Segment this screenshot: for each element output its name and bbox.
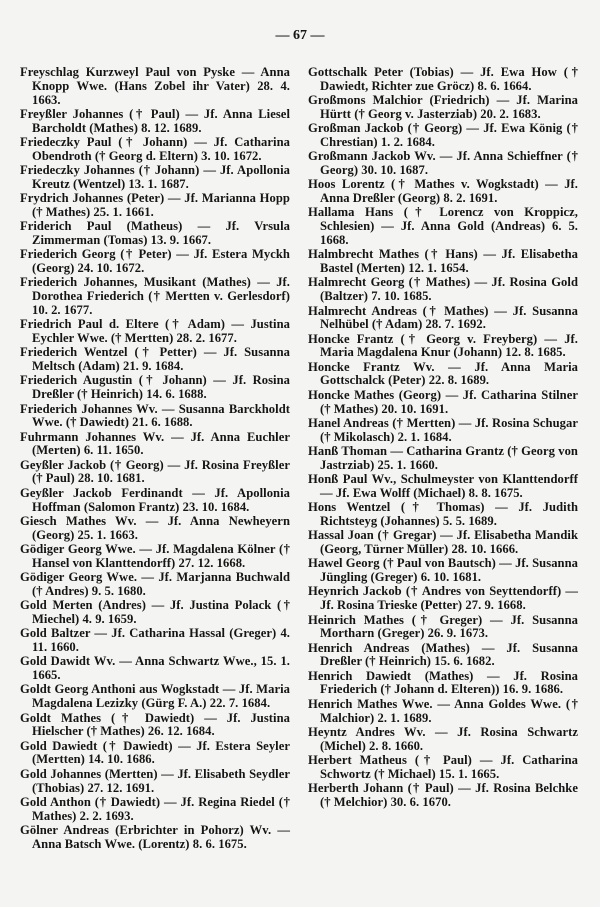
register-entry: Gold Anthon († Dawiedt) — Jf. Regina Riedel († Mathes) 2. 2. 1693. [20,794,290,823]
register-entry: Gold Baltzer — Jf. Catharina Hassal (Greger) 4. 11. 1660. [20,626,290,655]
register-entry: Heynrich Jackob († Andres von Seyttendorff) — Jf. Rosina Trieske (Petter) 27. 9. 1668. [308,584,578,613]
register-entry: Halmbrecht Mathes († Hans) — Jf. Elisabetha Bastel (Merten) 12. 1. 1654. [308,247,578,276]
register-entry: Hallama Hans († Lorencz von Kroppicz, Schlesien) — Jf. Anna Gold (Andreas) 6. 5. 1668. [308,205,578,247]
register-entry: Großmons Malchior (Friedrich) — Jf. Marina Hürtt († Georg v. Jasterziab) 20. 2. 1683. [308,93,578,121]
register-entry: Henrich Mathes Wwe. — Anna Goldes Wwe. († Malchior) 2. 1. 1689. [308,696,578,725]
register-entry: Goldt Georg Anthoni aus Wogkstadt — Jf. Maria Magdalena Lezizky (Gürg F. A.) 22. 7. 1684. [20,682,290,711]
register-entry: Friederich Wentzel († Petter) — Jf. Susanna Meltsch (Adam) 21. 9. 1684. [20,345,290,374]
register-entry: Friederich Johannes, Musikant (Mathes) — Jf. Dorothea Friederich († Mertten v. Gerlesdorf) 10. 2. 1677. [20,275,290,317]
register-entry: Gödiger Georg Wwe. — Jf. Marjanna Buchwald († Andres) 9. 5. 1680. [20,570,290,598]
register-entry: Gödiger Georg Wwe. — Jf. Magdalena Kölner († Hansel von Klanttendorff) 27. 12. 1668. [20,542,290,570]
register-entry: Honcke Frantz Wv. — Jf. Anna Maria Gottschalck (Peter) 22. 8. 1689. [308,359,578,388]
register-entry: Herbert Matheus († Paul) — Jf. Catharina Schwortz († Michael) 15. 1. 1665. [308,753,578,781]
register-entry: Gold Dawiedt († Dawiedt) — Jf. Estera Seyler (Mertten) 14. 10. 1686. [20,738,290,767]
register-entry: Giesch Mathes Wv. — Jf. Anna Newheyern (Georg) 25. 1. 1663. [20,513,290,542]
left-column [20,66,290,852]
register-entry: Großmann Jackob Wv. — Jf. Anna Schieffner († Georg) 30. 10. 1687. [308,149,578,178]
register-entry: Geyßler Jackob († Georg) — Jf. Rosina Freyßler († Paul) 28. 10. 1681. [20,457,290,486]
register-entry: Hassal Joan († Gregar) — Jf. Elisabetha Mandik (Georg, Türner Müller) 28. 10. 1666. [308,528,578,556]
register-entry: Hanß Thoman — Catharina Grantz († Georg von Jastrziab) 25. 1. 1660. [308,443,578,472]
register-entry: Gold Johannes (Mertten) — Jf. Elisabeth Seydler (Thobias) 27. 12. 1691. [20,766,290,795]
register-entry: Heinrich Mathes († Greger) — Jf. Susanna Mortharn (Greger) 26. 9. 1673. [308,612,578,641]
register-entry: Honcke Mathes (Georg) — Jf. Catharina Stilner († Mathes) 20. 10. 1691. [308,387,578,416]
register-entry: Hanel Andreas († Mertten) — Jf. Rosina Schugar († Mikolasch) 2. 1. 1684. [308,415,578,444]
register-entry: Friedeczky Paul († Johann) — Jf. Catharina Obendroth († Georg d. Eltern) 3. 10. 1672. [20,134,290,163]
register-entry: Gold Dawidt Wv. — Anna Schwartz Wwe., 15. 1. 1665. [20,654,290,683]
register-entry: Herberth Johann († Paul) — Jf. Rosina Belchke († Melchior) 30. 6. 1670. [308,781,578,809]
register-entry: Goldt Mathes († Dawiedt) — Jf. Justina Hielscher († Mathes) 26. 12. 1684. [20,710,290,739]
register-entry: Hawel Georg († Paul von Bautsch) — Jf. Susanna Jüngling (Greger) 6. 10. 1681. [308,556,578,585]
register-entry: Honß Paul Wv., Schulmeyster von Klanttendorff — Jf. Ewa Wolff (Michael) 8. 8. 1675. [308,472,578,500]
register-entry: Friederich Johannes Wv. — Susanna Barckholdt Wwe. († Dawiedt) 21. 6. 1688. [20,401,290,430]
register-entry: Gottschalk Peter (Tobias) — Jf. Ewa How († Dawiedt, Richter zue Gröcz) 8. 6. 1664. [308,65,578,93]
register-entry: Geyßler Jackob Ferdinandt — Jf. Apollonia Hoffman (Salomon Frantz) 23. 10. 1684. [20,485,290,514]
register-entry: Honcke Frantz († Georg v. Freyberg) — Jf. Maria Magdalena Knur (Johann) 12. 8. 1685. [308,331,578,360]
register-entry: Friedrich Paul d. Eltere († Adam) — Justina Eychler Wwe. († Mertten) 28. 2. 1677. [20,317,290,345]
register-entry: Friedeczky Johannes († Johann) — Jf. Apollonia Kreutz (Wentzel) 13. 1. 1687. [20,163,290,191]
register-entry: Frydrich Johannes (Peter) — Jf. Marianna Hopp († Mathes) 25. 1. 1661. [20,191,290,219]
register-entry: Hoos Lorentz († Mathes v. Wogkstadt) — Jf. Anna Dreßler (Georg) 8. 2. 1691. [308,177,578,206]
register-entry: Friederich Augustin († Johann) — Jf. Rosina Dreßler († Heinrich) 14. 6. 1688. [20,373,290,402]
register-entry: Gold Merten (Andres) — Jf. Justina Polack († Miechel) 4. 9. 1659. [20,598,290,626]
register-entry: Großman Jackob († Georg) — Jf. Ewa König († Chrestian) 1. 2. 1684. [308,121,578,149]
register-entry: Freyschlag Kurzweyl Paul von Pyske — Anna Knopp Wwe. (Hans Zobel ihr Vater) 28. 4. 1663. [20,65,290,107]
register-entry: Friederich Georg († Peter) — Jf. Estera Myckh (Georg) 24. 10. 1672. [20,247,290,276]
register-entry: Hons Wentzel († Thomas) — Jf. Judith Richtsteyg (Johannes) 5. 5. 1689. [308,500,578,528]
register-entry: Heyntz Andres Wv. — Jf. Rosina Schwartz (Michel) 2. 8. 1660. [308,724,578,753]
right-column [308,66,578,810]
page-number: — 67 — [275,28,325,43]
register-entry: Gölner Andreas (Erbrichter in Pohorz) Wv. — Anna Batsch Wwe. (Lorentz) 8. 6. 1675. [20,822,290,851]
register-entry: Freyßler Johannes († Paul) — Jf. Anna Liesel Barcholdt (Mathes) 8. 12. 1689. [20,106,290,135]
register-entry: Fuhrmann Johannes Wv. — Jf. Anna Euchler (Merten) 6. 11. 1650. [20,429,290,458]
register-entry: Halmrecht Georg († Mathes) — Jf. Rosina Gold (Baltzer) 7. 10. 1685. [308,275,578,304]
register-entry: Henrich Andreas (Mathes) — Jf. Susanna Dreßler († Heinrich) 15. 6. 1682. [308,640,578,669]
register-entry: Henrich Dawiedt (Mathes) — Jf. Rosina Friederich († Johann d. Elteren)) 16. 9. 1686. [308,668,578,697]
register-entry: Halmrecht Andreas († Mathes) — Jf. Susanna Nelhübel († Adam) 28. 7. 1692. [308,303,578,332]
register-entry: Friderich Paul (Matheus) — Jf. Vrsula Zimmerman (Tomas) 13. 9. 1667. [20,219,290,247]
